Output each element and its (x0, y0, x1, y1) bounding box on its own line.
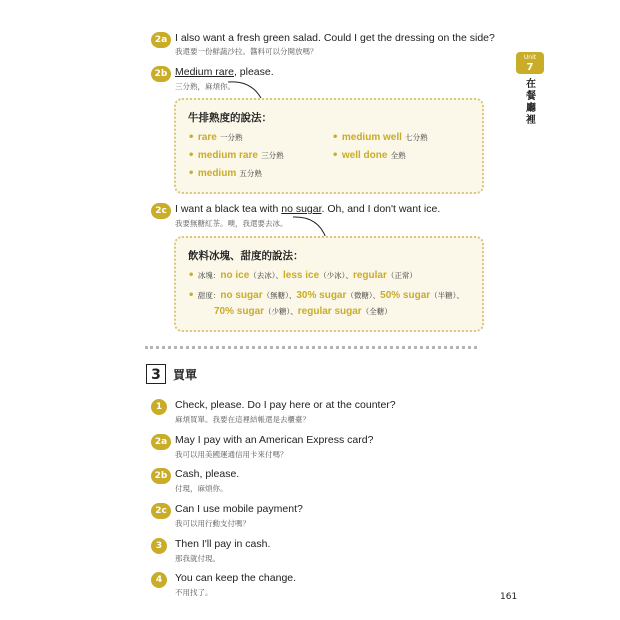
ice-term: less ice (283, 270, 320, 281)
line-english: I also want a fresh green salad. Could I get the dressing on the side? (175, 32, 495, 44)
page-number: 161 (500, 592, 518, 602)
line-english-pre: I want a black tea with (175, 203, 282, 215)
steak-term: • well done 全熟 (332, 150, 406, 161)
steak-term-en: medium well (341, 132, 402, 143)
line-chinese: 那我就付現。 (175, 554, 220, 563)
line-chinese: 我還要一份鮮蔬沙拉。醬料可以分開放嗎？ (175, 47, 318, 56)
line-badge: 3 (151, 538, 167, 554)
sugar-term: 30% sugar (296, 290, 347, 301)
line-english-post: . Oh, and I don't want ice. (321, 203, 441, 215)
steak-term: • medium 五分熟 (188, 168, 262, 179)
line-badge: 1 (151, 399, 167, 415)
line-badge: 2b (151, 468, 171, 484)
steak-term-gloss: 全熟 (390, 151, 406, 160)
line-badge: 4 (151, 572, 167, 588)
line-badge: 2a (151, 434, 171, 450)
section-number: 3 (146, 364, 166, 384)
unit-number: 7 (526, 62, 534, 73)
line-english: Can I use mobile payment? (175, 503, 303, 515)
ice-options: • 冰塊：no ice（去冰）、less ice（少冰）、regular（正常） (188, 270, 417, 281)
steak-term-en: well done (341, 150, 388, 161)
line-badge: 2a (151, 32, 171, 48)
line-english-rest: , please. (233, 66, 274, 78)
line-badge: 2c (151, 503, 171, 519)
line-english: You can keep the change. (175, 572, 297, 584)
line-english: May I pay with an American Express card? (175, 434, 374, 446)
line-english: Cash, please. (175, 468, 240, 480)
line-english (175, 203, 440, 215)
ice-term: no ice (220, 270, 250, 281)
section-title: 買單 (173, 368, 198, 382)
ice-term: regular (352, 270, 387, 281)
ice-gloss: （去冰） (249, 271, 276, 280)
sugar-term: regular sugar (297, 306, 362, 317)
sugar-options: • 甜度：no sugar（無糖）、30% sugar（微糖）、50% sugar（半糖）、 (188, 290, 464, 301)
steak-term: • medium well 七分熟 (332, 132, 428, 143)
line-chinese: 不用找了。 (175, 588, 213, 597)
unit-label: Unit (523, 54, 537, 61)
steak-term-en: medium rare (197, 150, 258, 161)
sugar-gloss: （少糖） (264, 307, 291, 316)
steak-term: • medium rare 三分熟 (188, 150, 284, 161)
separator: 、 (345, 271, 353, 280)
sugar-label: 甜度： (197, 291, 221, 300)
line-chinese: 我可以用美國運通信用卡來付嗎？ (175, 450, 288, 459)
underlined-phrase: Medium rare (175, 66, 234, 78)
sugar-gloss: （微糖） (346, 291, 373, 300)
line-chinese: 我可以用行動支付嗎？ (175, 519, 250, 528)
line-chinese: 付現，麻煩你。 (175, 484, 228, 493)
sugar-term: 50% sugar (380, 290, 431, 301)
sugar-gloss: （無糖） (262, 291, 289, 300)
steak-term-gloss: 七分熟 (405, 133, 428, 142)
ice-label: 冰塊： (197, 271, 221, 280)
line-badge: 2c (151, 203, 171, 219)
separator: 、 (290, 307, 298, 316)
drink-box-title: 飲料冰塊、甜度的說法： (188, 250, 304, 262)
steak-box-title: 牛排熟度的說法： (188, 112, 272, 124)
sugar-gloss: （全糖） (361, 307, 392, 316)
ice-gloss: （正常） (386, 271, 417, 280)
line-english: Check, please. Do I pay here or at the counter? (175, 399, 396, 411)
separator: 、 (456, 291, 464, 300)
separator: 、 (288, 291, 297, 300)
sugar-gloss: （半糖） (430, 291, 457, 300)
underlined-phrase: no sugar (281, 203, 322, 215)
separator: 、 (372, 291, 381, 300)
line-english (175, 66, 274, 78)
steak-term-gloss: 一分熟 (219, 133, 243, 142)
line-english: Then I'll pay in cash. (175, 538, 271, 550)
steak-term-en: medium (197, 168, 237, 179)
connector-drink (293, 217, 326, 238)
steak-term-gloss: 三分熟 (261, 151, 284, 160)
sugar-options-cont (214, 306, 392, 317)
steak-term-en: rare (197, 132, 217, 143)
separator: 、 (275, 271, 284, 280)
sugar-term: 70% sugar (214, 306, 265, 317)
ice-gloss: （少冰） (319, 271, 346, 280)
unit-title: 在餐廳裡 (526, 79, 536, 126)
line-chinese: 我要無糖紅茶。噢，我還要去冰。 (175, 219, 288, 228)
sugar-term: no sugar (220, 290, 263, 301)
steak-term-gloss: 五分熟 (239, 169, 262, 178)
section-divider (145, 346, 477, 349)
line-badge: 2b (151, 66, 171, 82)
line-chinese: 三分熟，麻煩你。 (175, 82, 235, 91)
steak-term: • rare 一分熟 (188, 132, 243, 143)
line-chinese: 麻煩買單。我要在這裡結帳還是去櫃臺？ (175, 415, 310, 424)
